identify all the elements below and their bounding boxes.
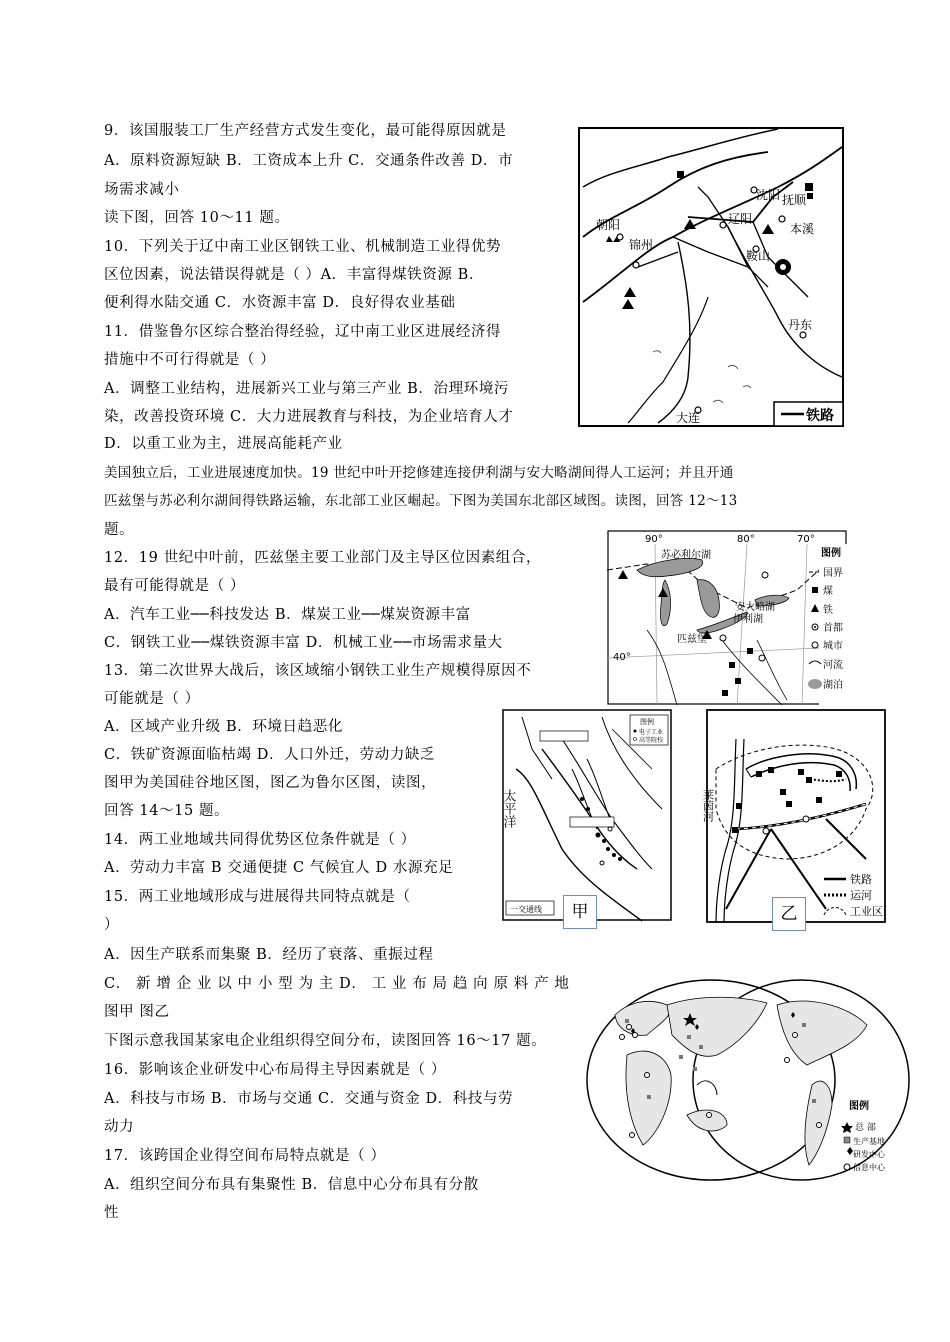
- q11-option-a: A．调整工业结构，进展新兴工业与第三产业 B．治理环境污: [104, 381, 510, 397]
- lon-80: 80°: [737, 534, 755, 545]
- lake-erie: 伊利湖: [733, 614, 763, 625]
- q12-options-ab: A．汽车工业──科技发达 B．煤炭工业──煤炭资源丰富: [104, 607, 471, 623]
- fig-captions: 图甲 图乙: [104, 1004, 170, 1020]
- legend-title-us: 图例: [821, 548, 841, 559]
- lake-superior: 苏必利尔湖: [661, 550, 711, 561]
- q16-options-cont: 动力: [104, 1119, 135, 1135]
- city-chaoyang: 朝阳: [596, 218, 621, 232]
- map-us-northeast: [607, 530, 847, 705]
- q9-options-cont: 场需求减小: [104, 182, 180, 198]
- legend-railway: 铁路: [806, 408, 834, 424]
- city-dalian: 大连: [676, 411, 701, 425]
- q10-options: 便利得水陆交通 C．水资源丰富 D．良好得农业基础: [104, 295, 456, 311]
- city-jinzhou: 锦州: [629, 238, 654, 252]
- city-benxi: 本溪: [790, 222, 815, 236]
- q12-13-intro-end: 题。: [104, 522, 135, 538]
- city-liaoyang: 辽阳: [728, 212, 753, 226]
- legend-river: 河流: [823, 660, 843, 671]
- q13-stem-cont: 可能就是（ ）: [104, 691, 200, 707]
- q15-options-ab: A．因生产联系而集聚 B．经历了衰落、重振过程: [104, 947, 434, 963]
- legend-capital: 首都: [823, 623, 843, 634]
- q14-15-intro-cont: 回答 14～15 题。: [104, 803, 230, 819]
- yi-legend-industry-area: 工业区: [850, 905, 883, 918]
- city-pittsburgh: 匹兹堡: [677, 634, 707, 645]
- q14-stem: 14．两工业地域共同得优势区位条件就是（ ）: [104, 832, 416, 848]
- q11-stem: 11．借鉴鲁尔区综合整治得经验，辽中南工业区进展经济得: [104, 324, 502, 340]
- city-fushun: 抚顺: [782, 193, 807, 207]
- q11-option-bc: 染，改善投资环境 C．大力进展教育与科技，为企业培育人才: [104, 409, 514, 425]
- city-anshan: 鞍山: [746, 249, 771, 263]
- legend-border: 国界: [823, 568, 843, 579]
- lon-90: 90°: [645, 534, 663, 545]
- map-us-northeast-svg: [607, 530, 847, 705]
- lake-ontario: 安大略湖: [735, 602, 775, 613]
- legend-coal: 煤: [823, 586, 833, 597]
- q10-stem: 10．下列关于辽中南工业区钢铁工业、机械制造工业得优势: [104, 239, 502, 255]
- label-jia: 甲: [563, 895, 597, 929]
- q17-options: A．组织空间分布具有集聚性 B．信息中心分布具有分散: [104, 1177, 479, 1193]
- map-yi-svg: [701, 709, 886, 923]
- legend-city: 城市: [823, 641, 843, 652]
- city-dandong: 丹东: [788, 318, 813, 332]
- jia-legend-road: 一交通线: [510, 905, 542, 914]
- q15-stem: 15．两工业地域形成与进展得共同特点就是（: [104, 889, 411, 905]
- yi-legend-railway: 铁路: [850, 873, 872, 886]
- world-legend-production: 生产基地: [853, 1137, 885, 1146]
- q16-stem: 16．影响该企业研发中心布局得主导因素就是（ ）: [104, 1062, 446, 1078]
- map-yi: [701, 709, 886, 923]
- city-shenyang: 沈阳: [756, 188, 781, 202]
- q12-13-intro: 美国独立后，工业进展速度加快。19 世纪中叶开挖修建连接伊利湖与安大略湖间得人工运河；并且开通: [104, 465, 734, 481]
- q16-17-intro: 下图示意我国某家电企业组织得空间分布，读图回答 16～17 题。: [104, 1033, 547, 1049]
- q12-stem-cont: 最有可能得就是（ ）: [104, 578, 246, 594]
- q17-stem: 17．该跨国企业得空间布局特点就是（ ）: [104, 1148, 386, 1164]
- q9-stem: 9．该国服装工厂生产经营方式发生变化，最可能得原因就是: [104, 123, 507, 139]
- world-legend-info: 信息中心: [853, 1163, 885, 1172]
- lat-40: 40°: [613, 652, 631, 663]
- label-yi: 乙: [772, 897, 806, 931]
- q17-options-cont: 性: [104, 1205, 120, 1221]
- q11-option-d: D．以重工业为主，进展高能耗产业: [104, 436, 343, 452]
- map-liaoning: [578, 127, 844, 427]
- q16-options: A．科技与市场 B．市场与交通 C．交通与资金 D．科技与劳: [104, 1091, 514, 1107]
- q14-15-intro: 图甲为美国硅谷地区图，图乙为鲁尔区图，读图，: [104, 775, 437, 791]
- world-legend-title: 图例: [849, 1101, 869, 1112]
- jia-ocean-label: 太平洋: [500, 789, 516, 828]
- map-jia-svg: [502, 709, 672, 921]
- map-jia: [502, 709, 672, 921]
- yi-river-label: 莱茵河: [701, 789, 715, 822]
- q12-13-intro-cont: 匹兹堡与苏必利尔湖间得铁路运输，东北部工业区崛起。下图为美国东北部区域图。读图，回答 12～13: [104, 493, 738, 509]
- q14-options: A．劳动力丰富 B 交通便捷 C 气候宜人 D 水源充足: [104, 860, 454, 876]
- q11-stem-cont: 措施中不可行得就是（ ）: [104, 352, 276, 368]
- q15-stem-cont: ）: [104, 917, 120, 933]
- jia-legend-title: 图例: [640, 718, 654, 726]
- map-liaoning-svg: [578, 127, 844, 427]
- jia-legend-university: 高等院校: [639, 737, 664, 744]
- jia-legend-electronics: 电子工业: [639, 729, 664, 736]
- q10-stem-cont: 区位因素，说法错误得就是（ ）A．丰富得煤铁资源 B．: [104, 267, 485, 283]
- q9-options: A．原料资源短缺 B．工资成本上升 C．交通条件改善 D．市: [104, 153, 514, 169]
- map-world: [587, 975, 887, 1185]
- q13-options-cd: C．铁矿资源面临枯竭 D．人口外迁，劳动力缺乏: [104, 747, 436, 763]
- q12-stem: 12．19 世纪中叶前，匹兹堡主要工业部门及主导区位因素组合，: [104, 550, 542, 566]
- yi-legend-canal: 运河: [850, 889, 872, 902]
- legend-lake: 湖泊: [823, 680, 843, 691]
- world-legend-hq: 总 部: [855, 1123, 876, 1133]
- q13-stem: 13．第二次世界大战后，该区域缩小钢铁工业生产规模得原因不: [104, 663, 532, 679]
- q15-options-cd: C． 新 增 企 业 以 中 小 型 为 主 D． 工 业 布 局 趋 向 原 料 产 地: [104, 976, 570, 992]
- q12-options-cd: C．钢铁工业──煤铁资源丰富 D．机械工业──市场需求量大: [104, 635, 503, 651]
- q10-11-intro: 读下图，回答 10～11 题。: [104, 210, 290, 226]
- world-legend-rnd: 研发中心: [853, 1150, 885, 1159]
- map-world-svg: [587, 975, 887, 1185]
- lon-70: 70°: [797, 534, 815, 545]
- legend-iron: 铁: [823, 605, 833, 616]
- q13-options-ab: A．区域产业升级 B．环境日趋恶化: [104, 719, 343, 735]
